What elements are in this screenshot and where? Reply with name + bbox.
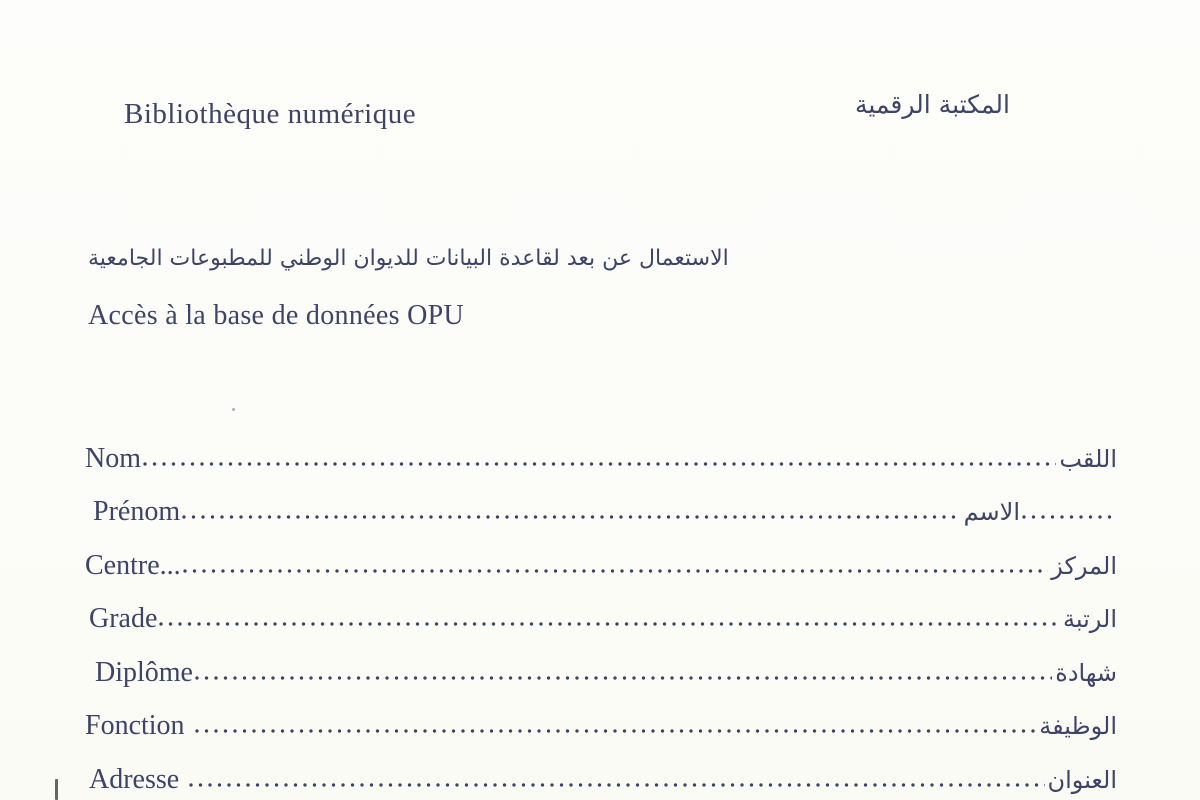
- document-title-arabic: المكتبة الرقمية: [855, 90, 1010, 119]
- document-title-french: Bibliothèque numérique: [124, 98, 417, 130]
- dotted-leader: [183, 569, 1049, 573]
- form-row-centre: [85, 528, 1117, 582]
- field-label-french: Prénom: [93, 496, 181, 527]
- form-row-prenom: [85, 475, 1117, 529]
- dotted-leader: [195, 676, 1052, 680]
- field-label-french: Nom: [85, 442, 141, 474]
- form-row-diplome: [85, 635, 1117, 689]
- field-label-french: Diplôme: [95, 656, 193, 688]
- field-label-arabic: المركز: [1051, 551, 1117, 580]
- field-label-arabic: الوظيفة: [1039, 712, 1117, 740]
- field-label-arabic: الاسم: [963, 498, 1020, 526]
- form-row-fonction: [85, 689, 1117, 743]
- intro-line-arabic: الاستعمال عن بعد لقاعدة البيانات للديوان الوطني للمطبوعات الجامعية: [88, 246, 729, 271]
- field-label-french: Grade: [89, 603, 158, 634]
- field-label-arabic: شهادة: [1055, 658, 1117, 687]
- intro-line-french: Accès à la base de données OPU: [88, 300, 464, 331]
- dotted-leader: [189, 783, 1044, 787]
- form-fields: [85, 421, 1117, 796]
- form-row-adresse: [85, 742, 1117, 796]
- field-label-arabic: اللقب: [1059, 444, 1117, 473]
- dotted-leader: [159, 622, 1060, 626]
- dotted-leader: [195, 729, 1037, 733]
- form-row-nom: [85, 421, 1117, 475]
- form-row-grade: [85, 582, 1117, 636]
- scan-artifact-dot: [232, 408, 235, 411]
- dotted-leader-trailing: [1022, 515, 1114, 519]
- dotted-leader: [143, 462, 1056, 466]
- scan-artifact-streak: [55, 779, 58, 800]
- field-label-arabic: العنوان: [1047, 765, 1117, 794]
- field-label-french: Fonction: [85, 710, 185, 741]
- field-label-french: Centre...: [85, 549, 181, 581]
- field-label-french: Adresse: [89, 763, 180, 795]
- dotted-leader: [182, 515, 960, 519]
- field-label-arabic: الرتبة: [1062, 605, 1117, 633]
